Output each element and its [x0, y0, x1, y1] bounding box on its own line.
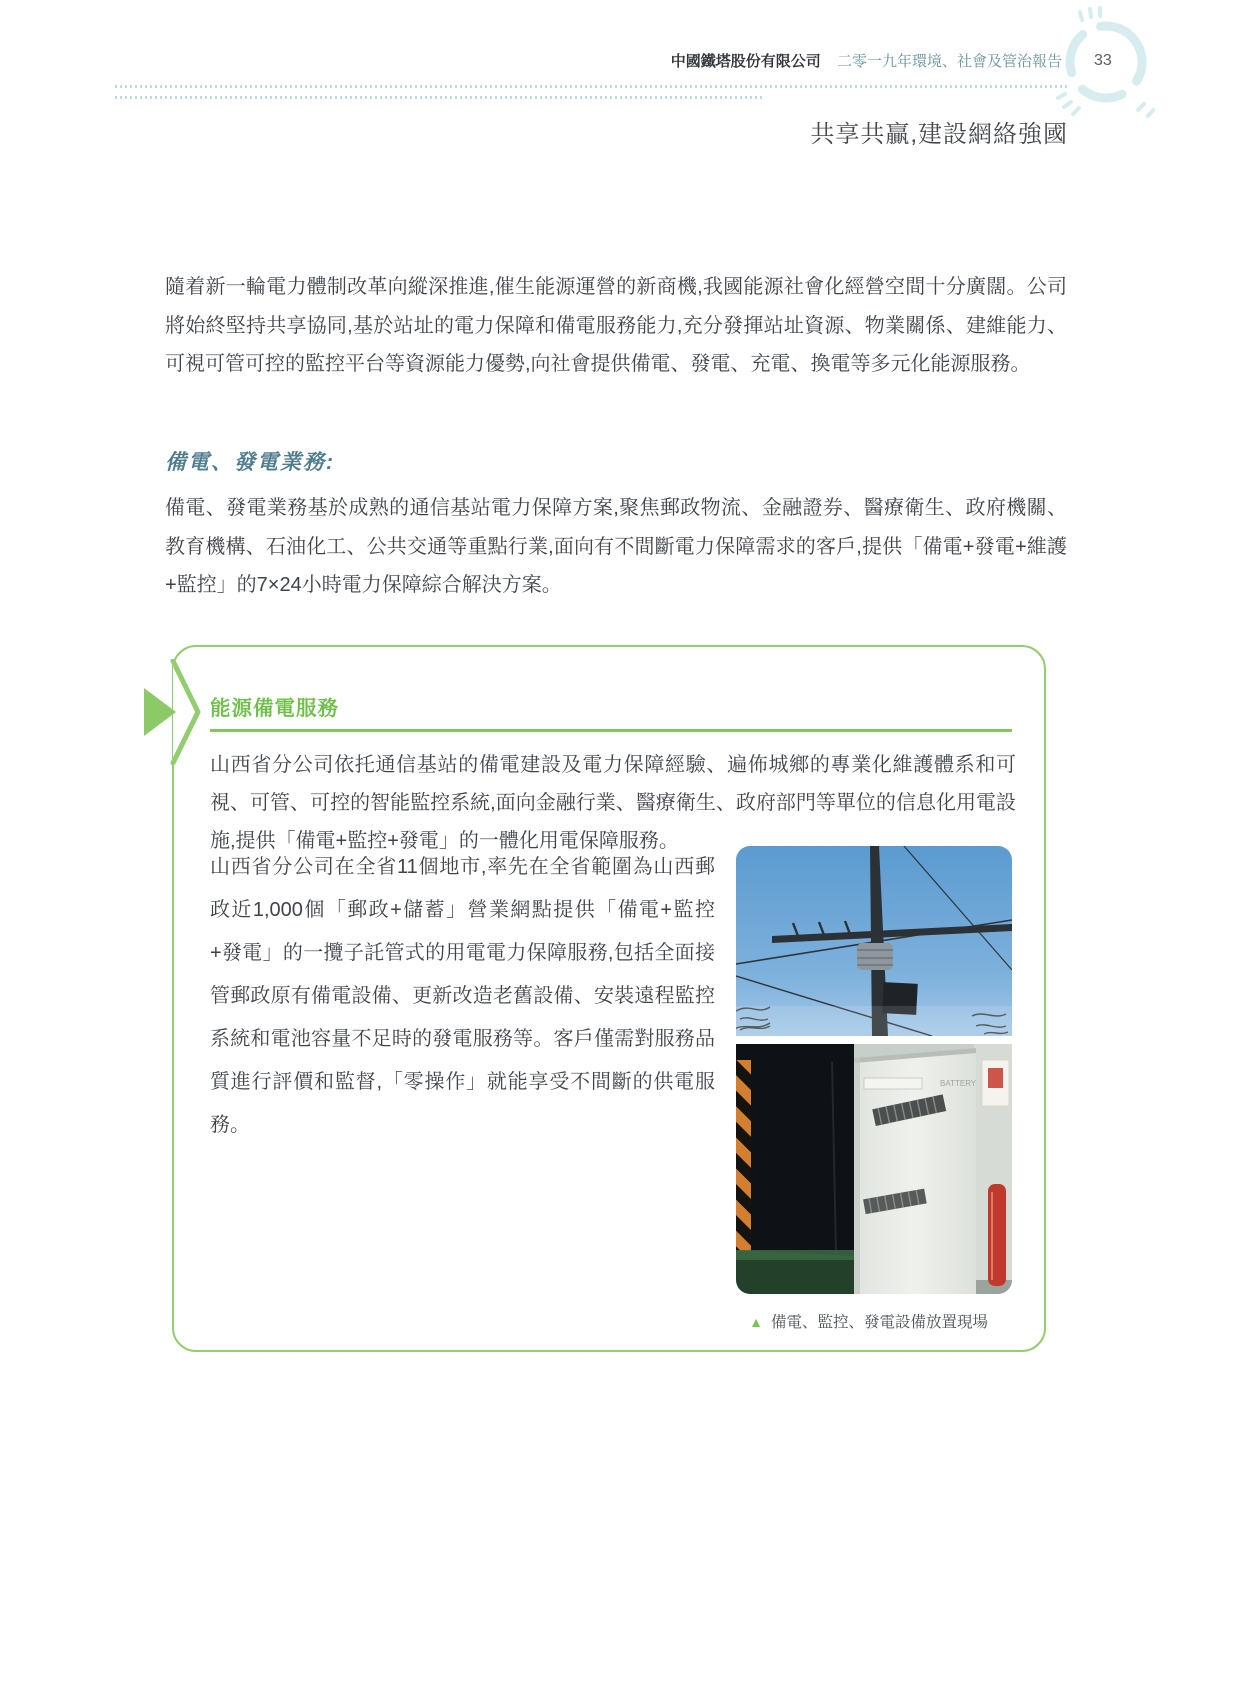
battery-label-text: BATTERY [940, 1079, 977, 1088]
business-section-heading: 備電、發電業務: [165, 451, 335, 474]
company-name: 中國鐵塔股份有限公司 [670, 53, 821, 70]
case-photo-column [736, 846, 1012, 1332]
photo-gap [736, 1036, 1012, 1044]
report-title: 二零一九年環境、社會及管治報告 [836, 53, 1062, 70]
case-photo-stack [736, 846, 1012, 1294]
case-box-title: 能源備電服務 [210, 697, 339, 720]
case-box-arrow-icon [136, 659, 206, 765]
page-header [671, 50, 1062, 71]
case-paragraph-2: 山西省分公司在全省11個地市,率先在全省範圍為山西郵政近1,000個「郵政+儲蓄」營業網點提供「備電+監控+發電」的一攬子託管式的用電電力保障服務,包括全面接管郵政原有備電設備、更新改造老舊設備、安裝遠程監控系統和電池容量不足時的發電服務等。客戶僅需對服務品質進行評價和監督,「零操作」就能享受不間斷的供電服務。 [210, 856, 715, 1136]
case-study-box [172, 645, 1046, 1352]
case-paragraph-1: 山西省分公司依托通信基站的備電建設及電力保障經驗、遍佈城鄉的專業化維護體系和可視、可管、可控的智能監控系統,面向金融行業、醫療衛生、政府部門等單位的信息化用電設施,提供「備電+監控+發電」的一體化用電保障服務。 [210, 754, 1016, 852]
page-number: 33 [1094, 52, 1112, 69]
antenna-mast-photo [736, 846, 1012, 1036]
photo-caption [736, 1310, 1012, 1332]
caption-triangle-icon: ▲ [749, 1314, 763, 1330]
header-dotted-rule-short [115, 96, 765, 99]
chapter-subtitle: 共享共贏,建設網絡強國 [810, 121, 1068, 148]
intro-paragraph: 隨着新一輪電力體制改革向縱深推進,催生能源運營的新商機,我國能源社會化經營空間十分廣闊。公司將始終堅持共享協同,基於站址的電力保障和備電服務能力,充分發揮站址資源、物業關係、建維能力、可視可管可控的監控平台等資源能力優勢,向社會提供備電、發電、充電、換電等多元化能源服務。 [165, 276, 1067, 375]
photo-caption-text: 備電、監控、發電設備放置現場 [770, 1314, 988, 1331]
battery-cabinet-photo [736, 1044, 1012, 1294]
business-paragraph: 備電、發電業務基於成熟的通信基站電力保障方案,聚焦郵政物流、金融證券、醫療衛生、政府機關、教育機構、石油化工、公共交通等重點行業,面向有不間斷電力保障需求的客戶,提供「備電+發電+維護+監控」的7×24小時電力保障綜合解決方案。 [165, 497, 1067, 596]
header-dotted-rule-long [115, 85, 1068, 88]
case-box-title-rule [210, 729, 1012, 732]
